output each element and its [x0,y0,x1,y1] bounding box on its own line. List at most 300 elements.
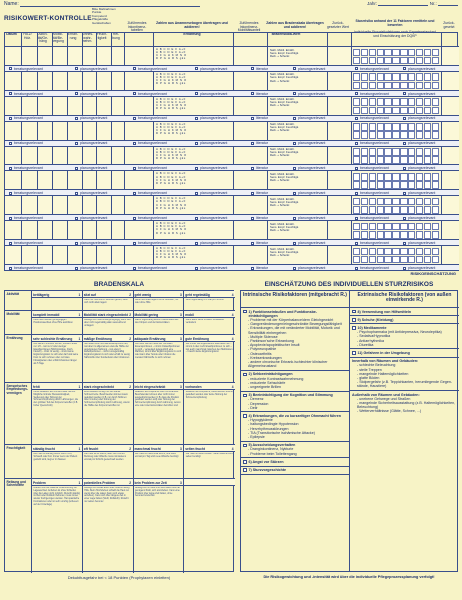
planungsrelevant-checkbox[interactable] [75,117,78,120]
fall-factor-box[interactable] [416,198,423,206]
fall-factor-box[interactable] [424,248,431,256]
literatur-checkbox[interactable] [251,167,254,170]
planungsrelevant-checkbox[interactable] [75,92,78,95]
fall-factor-box[interactable] [424,223,431,231]
fall-factor-box[interactable] [353,57,360,65]
fall-factor-box[interactable] [400,231,407,239]
fall-factor-box[interactable] [432,57,439,65]
fall-risk-checkbox[interactable] [243,373,247,377]
fall-factor-box[interactable] [432,198,439,206]
fall-factor-box[interactable] [361,206,368,214]
fall-factor-box[interactable] [377,198,384,206]
fall-factor-box[interactable] [432,156,439,164]
fall-factor-box[interactable] [416,148,423,156]
fall-factor-box[interactable] [384,82,391,90]
fall-factor-box[interactable] [353,223,360,231]
fall-factor-boxes[interactable] [353,49,439,65]
fall-factor-box[interactable] [353,206,360,214]
fall-factor-box[interactable] [416,123,423,131]
planungsrelevant-checkbox[interactable] [293,167,296,170]
fall-factor-box[interactable] [377,73,384,81]
fall-factor-box[interactable] [424,181,431,189]
fall-factor-box[interactable] [361,156,368,164]
fall-factor-box[interactable] [400,173,407,181]
fall-factor-box[interactable] [424,231,431,239]
fall-factor-box[interactable] [384,181,391,189]
fall-factor-box[interactable] [369,206,376,214]
fall-factor-box[interactable] [408,148,415,156]
braden-row [5,445,235,479]
fall-factor-box[interactable] [416,248,423,256]
planungsrelevant-checkbox[interactable] [75,242,78,245]
fall-factor-box[interactable] [369,148,376,156]
beratungsrelevant-checkbox[interactable] [133,167,136,170]
fall-factor-box[interactable] [416,181,423,189]
fall-factor-box[interactable] [400,156,407,164]
fall-factor-box[interactable] [384,57,391,65]
planungsrelevant-checkbox[interactable] [75,67,78,70]
fall-factor-box[interactable] [369,256,376,264]
beratungsrelevant-checkbox[interactable] [133,192,136,195]
fall-factor-box[interactable] [377,107,384,115]
fall-factor-box[interactable] [432,49,439,57]
fall-factor-box[interactable] [361,57,368,65]
fall-factor-box[interactable] [432,256,439,264]
fall-factor-box[interactable] [408,173,415,181]
beratungsrelevant-checkbox[interactable] [133,242,136,245]
fall-factor-box[interactable] [377,57,384,65]
braden-level [134,383,185,444]
fall-factor-box[interactable] [361,49,368,57]
fall-factor-box[interactable] [432,206,439,214]
fall-factor-box[interactable] [408,107,415,115]
fall-factor-box[interactable] [377,49,384,57]
planungsrelevant-checkbox[interactable] [195,117,198,120]
fall-factor-box[interactable] [353,131,360,139]
fall-factor-box[interactable] [377,223,384,231]
fall-factor-box[interactable] [361,73,368,81]
fall-factor-boxes[interactable] [353,98,439,114]
fall-factor-box[interactable] [392,57,399,65]
fall-factor-box[interactable] [400,223,407,231]
fall-factor-box[interactable] [392,256,399,264]
fall-factor-box[interactable] [369,198,376,206]
fall-factor-box[interactable] [408,98,415,106]
fall-factor-box[interactable] [361,198,368,206]
fall-factor-box[interactable] [400,256,407,264]
planungsrelevant-checkbox[interactable] [403,117,406,120]
grid-col-line [82,122,83,140]
fall-factor-box[interactable] [408,131,415,139]
fall-factor-box[interactable] [361,248,368,256]
fall-factor-box[interactable] [392,98,399,106]
fall-factor-box[interactable] [400,181,407,189]
beratungsrelevant-checkbox[interactable] [9,242,12,245]
planungsrelevant-checkbox[interactable] [75,142,78,145]
fall-factor-box[interactable] [424,57,431,65]
fall-factor-box[interactable] [392,206,399,214]
fall-factor-box[interactable] [400,82,407,90]
planungsrelevant-checkbox[interactable] [195,167,198,170]
grid-col-line [153,47,154,65]
fall-factor-box[interactable] [369,131,376,139]
fall-factor-box[interactable] [416,231,423,239]
fall-factor-box[interactable] [392,148,399,156]
fall-factor-box[interactable] [369,223,376,231]
fall-factor-boxes[interactable] [353,73,439,89]
planungsrelevant-checkbox[interactable] [293,217,296,220]
fall-factor-box[interactable] [416,107,423,115]
fall-factor-box[interactable] [361,131,368,139]
planungsrelevant-checkbox[interactable] [75,167,78,170]
beratungsrelevant-checkbox[interactable] [133,117,136,120]
braden-level-head [184,335,235,342]
beratungsrelevant-checkbox[interactable] [355,167,358,170]
grid-data-row [5,97,459,116]
literatur-checkbox[interactable] [251,217,254,220]
fall-factor-box[interactable] [369,73,376,81]
fall-factor-box[interactable] [384,49,391,57]
fall-factor-box[interactable] [377,181,384,189]
beratungsrelevant-checkbox[interactable] [133,92,136,95]
beratungsrelevant-checkbox[interactable] [133,217,136,220]
braden-row [5,479,235,573]
fall-factor-box[interactable] [392,231,399,239]
fall-risk-checkbox[interactable] [243,468,247,472]
fall-risk-checkbox[interactable] [243,444,247,448]
fall-factor-box[interactable] [416,173,423,181]
fall-factor-box[interactable] [361,223,368,231]
fall-factor-boxes[interactable] [353,198,439,214]
beratungsrelevant-checkbox[interactable] [355,217,358,220]
fall-factor-box[interactable] [424,148,431,156]
fall-factor-box[interactable] [353,98,360,106]
fall-factor-box[interactable] [408,198,415,206]
fall-factor-box[interactable] [392,223,399,231]
fall-factor-box[interactable] [424,123,431,131]
fall-risk-subitem: - haltungsbedingte Hypotension [248,422,347,426]
fall-factor-box[interactable] [416,82,423,90]
fall-factor-box[interactable] [361,98,368,106]
fall-factor-box[interactable] [361,82,368,90]
fall-factor-box[interactable] [400,73,407,81]
planungsrelevant-checkbox[interactable] [293,117,296,120]
fall-factor-box[interactable] [369,123,376,131]
fall-factor-box[interactable] [392,123,399,131]
fall-factor-box[interactable] [432,98,439,106]
fall-factor-boxes[interactable] [353,123,439,139]
fall-factor-box[interactable] [424,49,431,57]
fall-factor-box[interactable] [377,148,384,156]
fall-factor-box[interactable] [432,231,439,239]
fall-factor-box[interactable] [384,248,391,256]
beratungsrelevant-checkbox[interactable] [9,142,12,145]
fall-factor-box[interactable] [424,173,431,181]
fall-factor-box[interactable] [400,49,407,57]
fall-factor-box[interactable] [424,73,431,81]
fall-factor-box[interactable] [416,98,423,106]
beratungsrelevant-checkbox[interactable] [9,67,12,70]
fall-factor-box[interactable] [392,156,399,164]
beratungsrelevant-checkbox[interactable] [9,192,12,195]
grid-col-line [153,122,154,140]
fall-factor-box[interactable] [424,206,431,214]
fall-factor-box[interactable] [424,256,431,264]
fall-factor-box[interactable] [424,131,431,139]
fall-factor-box[interactable] [369,82,376,90]
fall-factor-box[interactable] [408,206,415,214]
planungsrelevant-checkbox[interactable] [195,142,198,145]
planungsrelevant-checkbox[interactable] [403,67,406,70]
fall-factor-box[interactable] [408,49,415,57]
fall-factor-box[interactable] [361,123,368,131]
fall-risk-checkbox[interactable] [243,460,247,464]
fall-factor-box[interactable] [377,248,384,256]
fall-factor-box[interactable] [432,73,439,81]
fall-factor-box[interactable] [424,82,431,90]
fall-factor-box[interactable] [369,248,376,256]
fall-factor-box[interactable] [400,57,407,65]
fall-factor-box[interactable] [384,173,391,181]
fall-factor-box[interactable] [384,156,391,164]
fall-factor-box[interactable] [384,73,391,81]
fall-factor-box[interactable] [369,173,376,181]
number-line[interactable] [438,2,458,6]
year-line[interactable] [378,2,428,6]
fall-factor-box[interactable] [353,73,360,81]
grid-col-line [37,196,38,214]
planungsrelevant-checkbox[interactable] [75,217,78,220]
fall-factor-box[interactable] [384,206,391,214]
planungsrelevant-checkbox[interactable] [293,67,296,70]
fall-risk-checkbox[interactable] [243,394,247,398]
fall-factor-box[interactable] [400,148,407,156]
fall-factor-box[interactable] [424,156,431,164]
fall-factor-box[interactable] [416,256,423,264]
planungsrelevant-checkbox[interactable] [195,67,198,70]
planungsrelevant-checkbox[interactable] [403,192,406,195]
braden-labels [270,123,299,132]
planungsrelevant-checkbox[interactable] [293,242,296,245]
fall-factor-box[interactable] [384,131,391,139]
planungsrelevant-checkbox[interactable] [293,92,296,95]
fall-factor-box[interactable] [361,231,368,239]
literatur-checkbox[interactable] [251,92,254,95]
fall-factor-box[interactable] [361,107,368,115]
planungsrelevant-checkbox[interactable] [403,242,406,245]
fall-factor-box[interactable] [377,98,384,106]
fall-risk-checkbox[interactable] [352,318,356,322]
beratungsrelevant-checkbox[interactable] [133,67,136,70]
beratungsrelevant-checkbox[interactable] [9,117,12,120]
fall-factor-box[interactable] [353,198,360,206]
fall-factor-box[interactable] [400,98,407,106]
fall-factor-box[interactable] [377,156,384,164]
beratungsrelevant-checkbox[interactable] [133,142,136,145]
fall-factor-box[interactable] [369,49,376,57]
fall-factor-box[interactable] [369,181,376,189]
fall-factor-box[interactable] [408,231,415,239]
fall-factor-box[interactable] [392,131,399,139]
fall-factor-box[interactable] [408,123,415,131]
beratungsrelevant-checkbox[interactable] [9,92,12,95]
fall-factor-box[interactable] [377,256,384,264]
fall-factor-box[interactable] [432,181,439,189]
fall-factor-box[interactable] [392,248,399,256]
fall-factor-box[interactable] [400,131,407,139]
grid-col-line [351,122,352,140]
fall-factor-box[interactable] [424,107,431,115]
fall-factor-box[interactable] [353,49,360,57]
fall-factor-box[interactable] [416,49,423,57]
fall-factor-box[interactable] [408,223,415,231]
fall-factor-box[interactable] [416,156,423,164]
fall-factor-box[interactable] [408,82,415,90]
fall-factor-box[interactable] [369,231,376,239]
fall-factor-box[interactable] [369,107,376,115]
fall-factor-box[interactable] [361,256,368,264]
fall-factor-box[interactable] [416,131,423,139]
fall-risk-checkbox[interactable] [352,310,356,314]
fall-factor-box[interactable] [416,73,423,81]
fall-factor-box[interactable] [384,98,391,106]
beratungsrelevant-checkbox[interactable] [355,192,358,195]
literatur-checkbox[interactable] [251,67,254,70]
fall-factor-box[interactable] [353,248,360,256]
braden-category: Ernährung [5,335,32,382]
fall-factor-box[interactable] [384,123,391,131]
fall-factor-box[interactable] [353,181,360,189]
fall-factor-box[interactable] [400,123,407,131]
fall-factor-box[interactable] [377,131,384,139]
literatur-checkbox[interactable] [251,142,254,145]
fall-factor-box[interactable] [353,107,360,115]
planungsrelevant-checkbox[interactable] [195,192,198,195]
fall-factor-box[interactable] [408,248,415,256]
literatur-checkbox[interactable] [251,117,254,120]
fall-factor-box[interactable] [353,231,360,239]
fall-factor-box[interactable] [384,148,391,156]
fall-factor-box[interactable] [377,206,384,214]
fall-factor-box[interactable] [424,198,431,206]
fall-factor-box[interactable] [361,173,368,181]
fall-factor-box[interactable] [408,156,415,164]
fall-factor-box[interactable] [408,256,415,264]
fall-factor-boxes[interactable] [353,148,439,164]
fall-factor-box[interactable] [392,198,399,206]
fall-factor-boxes[interactable] [353,173,439,189]
fall-factor-box[interactable] [384,231,391,239]
planungsrelevant-checkbox[interactable] [293,192,296,195]
literatur-checkbox[interactable] [251,242,254,245]
fall-factor-box[interactable] [353,123,360,131]
fall-factor-box[interactable] [377,231,384,239]
planungsrelevant-checkbox[interactable] [75,192,78,195]
fall-factor-box[interactable] [392,181,399,189]
beratungsrelevant-checkbox[interactable] [355,242,358,245]
fall-risk-checkbox[interactable] [352,326,356,330]
fall-factor-box[interactable] [432,131,439,139]
beratungsrelevant-checkbox[interactable] [355,67,358,70]
literatur-checkbox[interactable] [251,192,254,195]
fall-factor-box[interactable] [416,57,423,65]
braden-level-score: 1 [78,336,81,341]
fall-factor-box[interactable] [377,82,384,90]
beratungsrelevant-checkbox[interactable] [9,167,12,170]
fall-risk-checkbox[interactable] [243,414,247,418]
fall-factor-box[interactable] [384,107,391,115]
fall-factor-box[interactable] [408,57,415,65]
fall-factor-box[interactable] [392,49,399,57]
fall-factor-box[interactable] [408,73,415,81]
fall-factor-box[interactable] [377,173,384,181]
fall-factor-box[interactable] [369,156,376,164]
fall-factor-box[interactable] [400,206,407,214]
fall-factor-box[interactable] [353,156,360,164]
beratungsrelevant-checkbox[interactable] [355,142,358,145]
fall-factor-box[interactable] [361,181,368,189]
fall-factor-box[interactable] [432,173,439,181]
fall-factor-box[interactable] [392,173,399,181]
fall-factor-box[interactable] [432,223,439,231]
fall-factor-box[interactable] [353,173,360,181]
planungsrelevant-checkbox[interactable] [195,92,198,95]
fall-factor-box[interactable] [369,98,376,106]
fall-factor-box[interactable] [392,82,399,90]
beratungsrelevant-checkbox[interactable] [355,117,358,120]
fall-risk-checkbox[interactable] [352,351,356,355]
fall-factor-box[interactable] [432,107,439,115]
fall-factor-box[interactable] [432,148,439,156]
fall-factor-box[interactable] [392,73,399,81]
fall-factor-box[interactable] [432,248,439,256]
fall-factor-box[interactable] [369,57,376,65]
fall-factor-box[interactable] [424,98,431,106]
beratungsrelevant-checkbox[interactable] [9,217,12,220]
fall-factor-box[interactable] [400,198,407,206]
planungsrelevant-checkbox[interactable] [195,242,198,245]
fall-risk-checkbox[interactable] [243,310,247,314]
fall-factor-box[interactable] [361,148,368,156]
fall-factor-box[interactable] [416,223,423,231]
fall-factor-boxes[interactable] [353,248,439,264]
fall-factor-box[interactable] [384,223,391,231]
fall-factor-box[interactable] [432,123,439,131]
planungsrelevant-checkbox[interactable] [403,92,406,95]
fall-factor-box[interactable] [392,107,399,115]
planungsrelevant-checkbox[interactable] [403,142,406,145]
fall-factor-box[interactable] [400,248,407,256]
fall-factor-box[interactable] [353,256,360,264]
fall-factor-box[interactable] [384,198,391,206]
beratungsrelevant-checkbox[interactable] [355,92,358,95]
fall-factor-box[interactable] [377,123,384,131]
grid-col-line [233,97,234,115]
fall-factor-box[interactable] [353,82,360,90]
fall-factor-boxes[interactable] [353,223,439,239]
fall-factor-box[interactable] [408,181,415,189]
fall-factor-box[interactable] [384,256,391,264]
planungsrelevant-checkbox[interactable] [293,142,296,145]
planungsrelevant-checkbox[interactable] [403,167,406,170]
fall-factor-box[interactable] [400,107,407,115]
planungsrelevant-checkbox[interactable] [403,217,406,220]
fall-factor-box[interactable] [416,206,423,214]
fall-factor-box[interactable] [353,148,360,156]
planungsrelevant-checkbox[interactable] [195,217,198,220]
intrinsic-column [241,291,350,571]
fall-factor-box[interactable] [432,82,439,90]
